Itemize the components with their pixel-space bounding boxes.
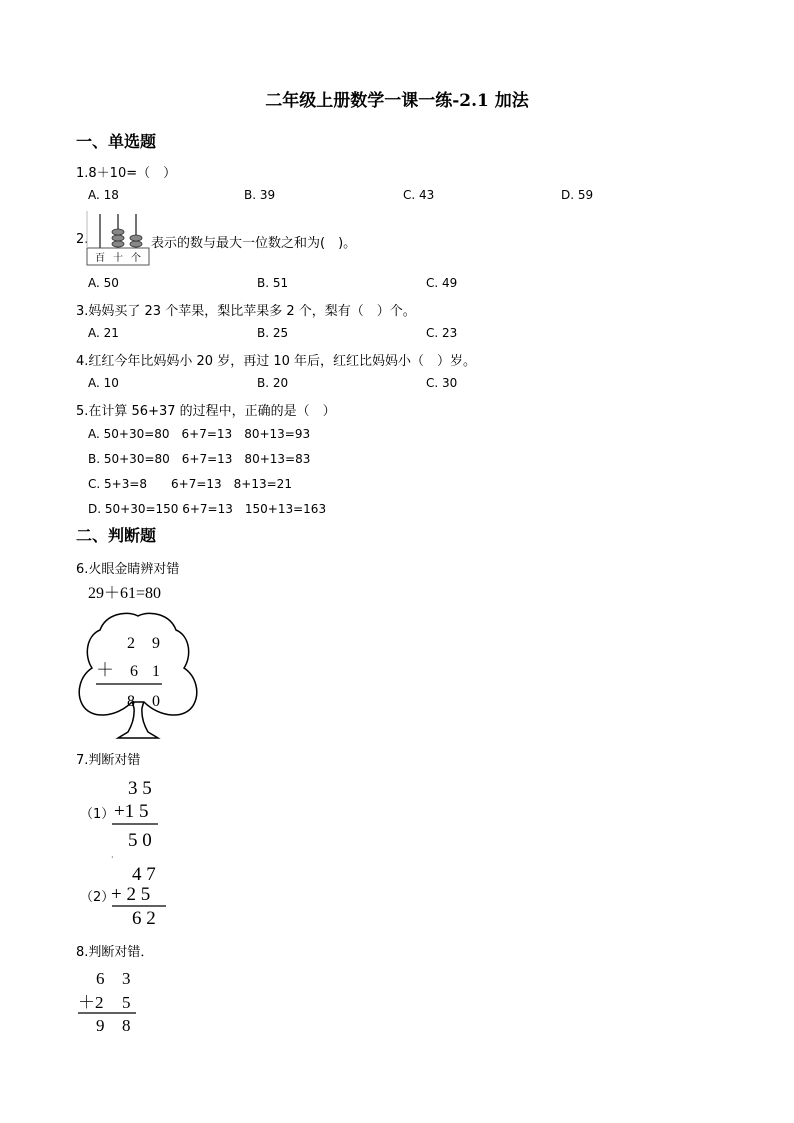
tree-vertical-addition	[76, 608, 200, 742]
question-4-option-c[interactable]: C. 30	[426, 376, 458, 390]
question-3-option-a[interactable]: A. 21	[88, 326, 119, 340]
question-3-option-b[interactable]: B. 25	[257, 326, 289, 340]
question-8-vertical	[76, 962, 156, 1038]
question-2-stem: 表示的数与最大一位数之和为( )。	[151, 236, 357, 251]
question-1-stem: 1.8＋10=（ ）	[76, 166, 177, 181]
question-8-stem: 8.判断对错．	[76, 945, 154, 960]
digit-top-tens: 2	[127, 635, 135, 652]
q8-addend-ones: 5	[122, 993, 131, 1012]
question-7-part1-label: （1）	[80, 807, 115, 822]
question-7-part1-vertical	[108, 774, 168, 852]
question-5-option-c[interactable]: C. 5+3=8 6+7=13 8+13=21	[88, 477, 292, 491]
digit-mid-ones: 1	[152, 663, 160, 680]
abacus-beads-tens	[112, 229, 124, 247]
q8-top-ones: 3	[122, 969, 131, 988]
abacus-label-hundreds: 百	[95, 253, 105, 264]
abacus-label-ones: 个	[131, 253, 141, 264]
part2-result: 6 2	[132, 908, 156, 929]
page-title: 二年级上册数学一课一练-2.1 加法	[265, 91, 529, 111]
question-5-stem: 5.在计算 56+37 的过程中，正确的是（ ）	[76, 404, 336, 419]
abacus-label-tens: 十	[113, 253, 123, 264]
question-2-option-c[interactable]: C. 49	[426, 276, 458, 290]
digit-result-tens: 8	[127, 693, 135, 710]
question-2-option-a[interactable]: A. 50	[88, 276, 119, 290]
q8-addend-tens: ＋2	[78, 993, 104, 1012]
question-3-stem: 3.妈妈买了 23 个苹果，梨比苹果多 2 个，梨有（ ）个。	[76, 304, 416, 319]
stray-mark: ·	[111, 853, 114, 862]
digit-mid-tens: 6	[130, 663, 138, 680]
question-7-part2-vertical	[108, 858, 172, 930]
question-7-part2-label: （2）	[80, 890, 115, 905]
question-4-option-a[interactable]: A. 10	[88, 376, 119, 390]
question-1-option-d[interactable]: D. 59	[561, 188, 594, 202]
q8-result-ones: 8	[122, 1016, 131, 1035]
digit-top-ones: 9	[152, 635, 160, 652]
question-5-option-d[interactable]: D. 50+30=150 6+7=13 150+13=163	[88, 502, 327, 516]
question-2-number: 2.	[76, 232, 89, 247]
part1-result: 5 0	[128, 830, 152, 851]
section-heading-judgement: 二、判断题	[76, 526, 157, 545]
question-1-option-c[interactable]: C. 43	[403, 188, 435, 202]
part1-top-number: 3 5	[128, 778, 152, 799]
part2-top-number: 4 7	[132, 864, 156, 885]
plus-sign: ＋	[96, 660, 114, 680]
question-7-stem: 7.判断对错	[76, 753, 141, 768]
question-5-option-a[interactable]: A. 50+30=80 6+7=13 80+13=93	[88, 427, 311, 441]
question-6-equation: 29＋61=80	[88, 585, 162, 602]
question-4-stem: 4.红红今年比妈妈小 20 岁，再过 10 年后，红红比妈妈小（ ）岁。	[76, 354, 477, 369]
part1-addend: +1 5	[114, 801, 149, 822]
question-1-option-a[interactable]: A. 18	[88, 188, 119, 202]
q8-top-tens: 6	[96, 969, 105, 988]
digit-result-ones: 0	[152, 693, 160, 710]
question-3-option-c[interactable]: C. 23	[426, 326, 458, 340]
question-6-stem: 6.火眼金睛辨对错	[76, 562, 180, 577]
abacus-image	[86, 211, 150, 267]
part2-addend: + 2 5	[111, 884, 151, 905]
question-4-option-b[interactable]: B. 20	[257, 376, 289, 390]
abacus-beads-ones	[130, 235, 142, 247]
question-2-option-b[interactable]: B. 51	[257, 276, 289, 290]
section-heading-single-choice: 一、单选题	[76, 132, 157, 151]
question-1-option-b[interactable]: B. 39	[244, 188, 276, 202]
q8-result-tens: 9	[96, 1016, 105, 1035]
question-5-option-b[interactable]: B. 50+30=80 6+7=13 80+13=83	[88, 452, 311, 466]
